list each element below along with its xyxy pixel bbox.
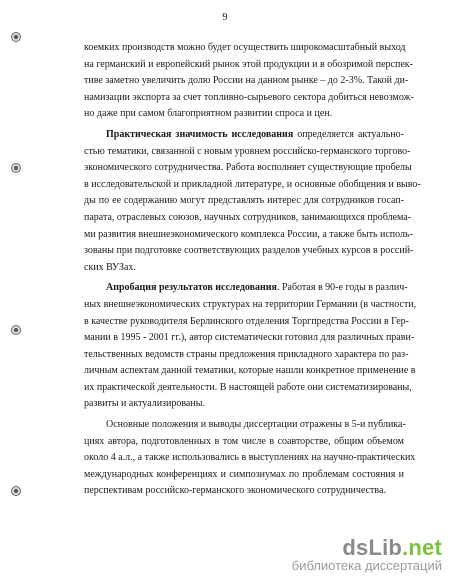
text-line: в исследовательской и прикладной литературе, и основные обобщения и выво- xyxy=(84,178,421,190)
binding-hole-mark xyxy=(11,32,21,42)
text-line: стью тематики, связанной с новым уровнем российско-германского торгово- xyxy=(84,145,411,157)
text-line: ских ВУЗах. xyxy=(84,261,136,273)
text-line: коемких производств можно будет осуществить широкомасштабный выход xyxy=(84,42,406,53)
paragraph-approbation xyxy=(84,280,417,413)
text-line: Основные положения и выводы диссертации отражены в 5-и публика- xyxy=(106,419,406,431)
paragraph-publications xyxy=(84,417,416,500)
text-line: тельственных ведомств страны предложения прикладного характера по раз- xyxy=(84,348,409,360)
text-fragment: . Работая в 90-е годы в различ- xyxy=(276,282,408,294)
text-line: мании в 1995 - 2001 гг.), автор систематически готовил для различных прави- xyxy=(84,332,415,344)
text-line xyxy=(84,127,404,144)
binding-hole-mark xyxy=(11,163,21,173)
text-line: намизации экспорта за счет топливно-сырьевого сектора добиться невозмож- xyxy=(84,91,414,103)
text-line: их практической деятельности. В настоящей работе они систематизированы, xyxy=(84,381,412,393)
text-line: но даже при самом благоприятном развитии спроса и цен. xyxy=(84,108,333,120)
text-line: ды по ее содержанию могут представлять интерес для сотрудников госап- xyxy=(84,195,404,207)
dslib-watermark xyxy=(292,535,442,573)
text-line: развиты и актуализированы. xyxy=(84,398,205,410)
logo-domain-text: .net xyxy=(402,535,442,560)
text-line: международных конференциях и симпозиумах по проблемам состояния и xyxy=(84,468,404,480)
text-line: циях автора, подготовленных в том числе в соавторстве, общим объемом xyxy=(84,435,404,447)
section-heading-approbation: Апробация результатов исследования xyxy=(106,282,277,294)
paragraph-practical-significance xyxy=(84,127,421,276)
text-line xyxy=(84,280,408,297)
text-line: перспективам российско-германского экономического сотрудничества. xyxy=(84,485,386,497)
logo-main-text: dsLib xyxy=(342,535,403,560)
watermark-subtitle: библиотека диссертаций xyxy=(291,558,442,573)
text-line: ных внешнеэкономических структурах на территории Германии (в частности, xyxy=(84,298,417,310)
text-line: на германский и европейский рынок этой продукции и в обозримой перспек- xyxy=(84,58,413,70)
text-line: тиве заметно увеличить долю России на данном рынке – до 2-3%. Такой ди- xyxy=(84,75,409,87)
text-line: парата, отраслевых союзов, научных сотрудников, занимающихся проблема- xyxy=(84,211,412,223)
binding-hole-mark xyxy=(11,325,21,335)
text-line: зованы при подготовке соответствующих разделов учебных курсов в россий- xyxy=(84,245,414,257)
text-line: в качестве руководителя Берлинского отделения Торгпредства России в Гер- xyxy=(84,315,409,327)
page-body xyxy=(84,40,421,504)
text-line: личным аспектам данной тематики, которые нашли конкретное применение в xyxy=(84,365,416,377)
page-number: 9 xyxy=(222,12,228,23)
paragraph-intro-continuation xyxy=(84,40,414,123)
text-line: экономического сотрудничества. Работа восполняет существующие пробелы xyxy=(84,162,412,174)
section-heading-practical: Практическая значимость исследования xyxy=(106,128,294,140)
text-fragment: определяется актуально- xyxy=(293,128,404,140)
binding-hole-mark xyxy=(11,486,21,496)
text-line: около 4 а.л., а также использовались в выступлениях на научно-практических xyxy=(84,452,416,464)
text-line: ми развития внешнеэкономического комплекса России, а также быть исполь- xyxy=(84,228,413,240)
